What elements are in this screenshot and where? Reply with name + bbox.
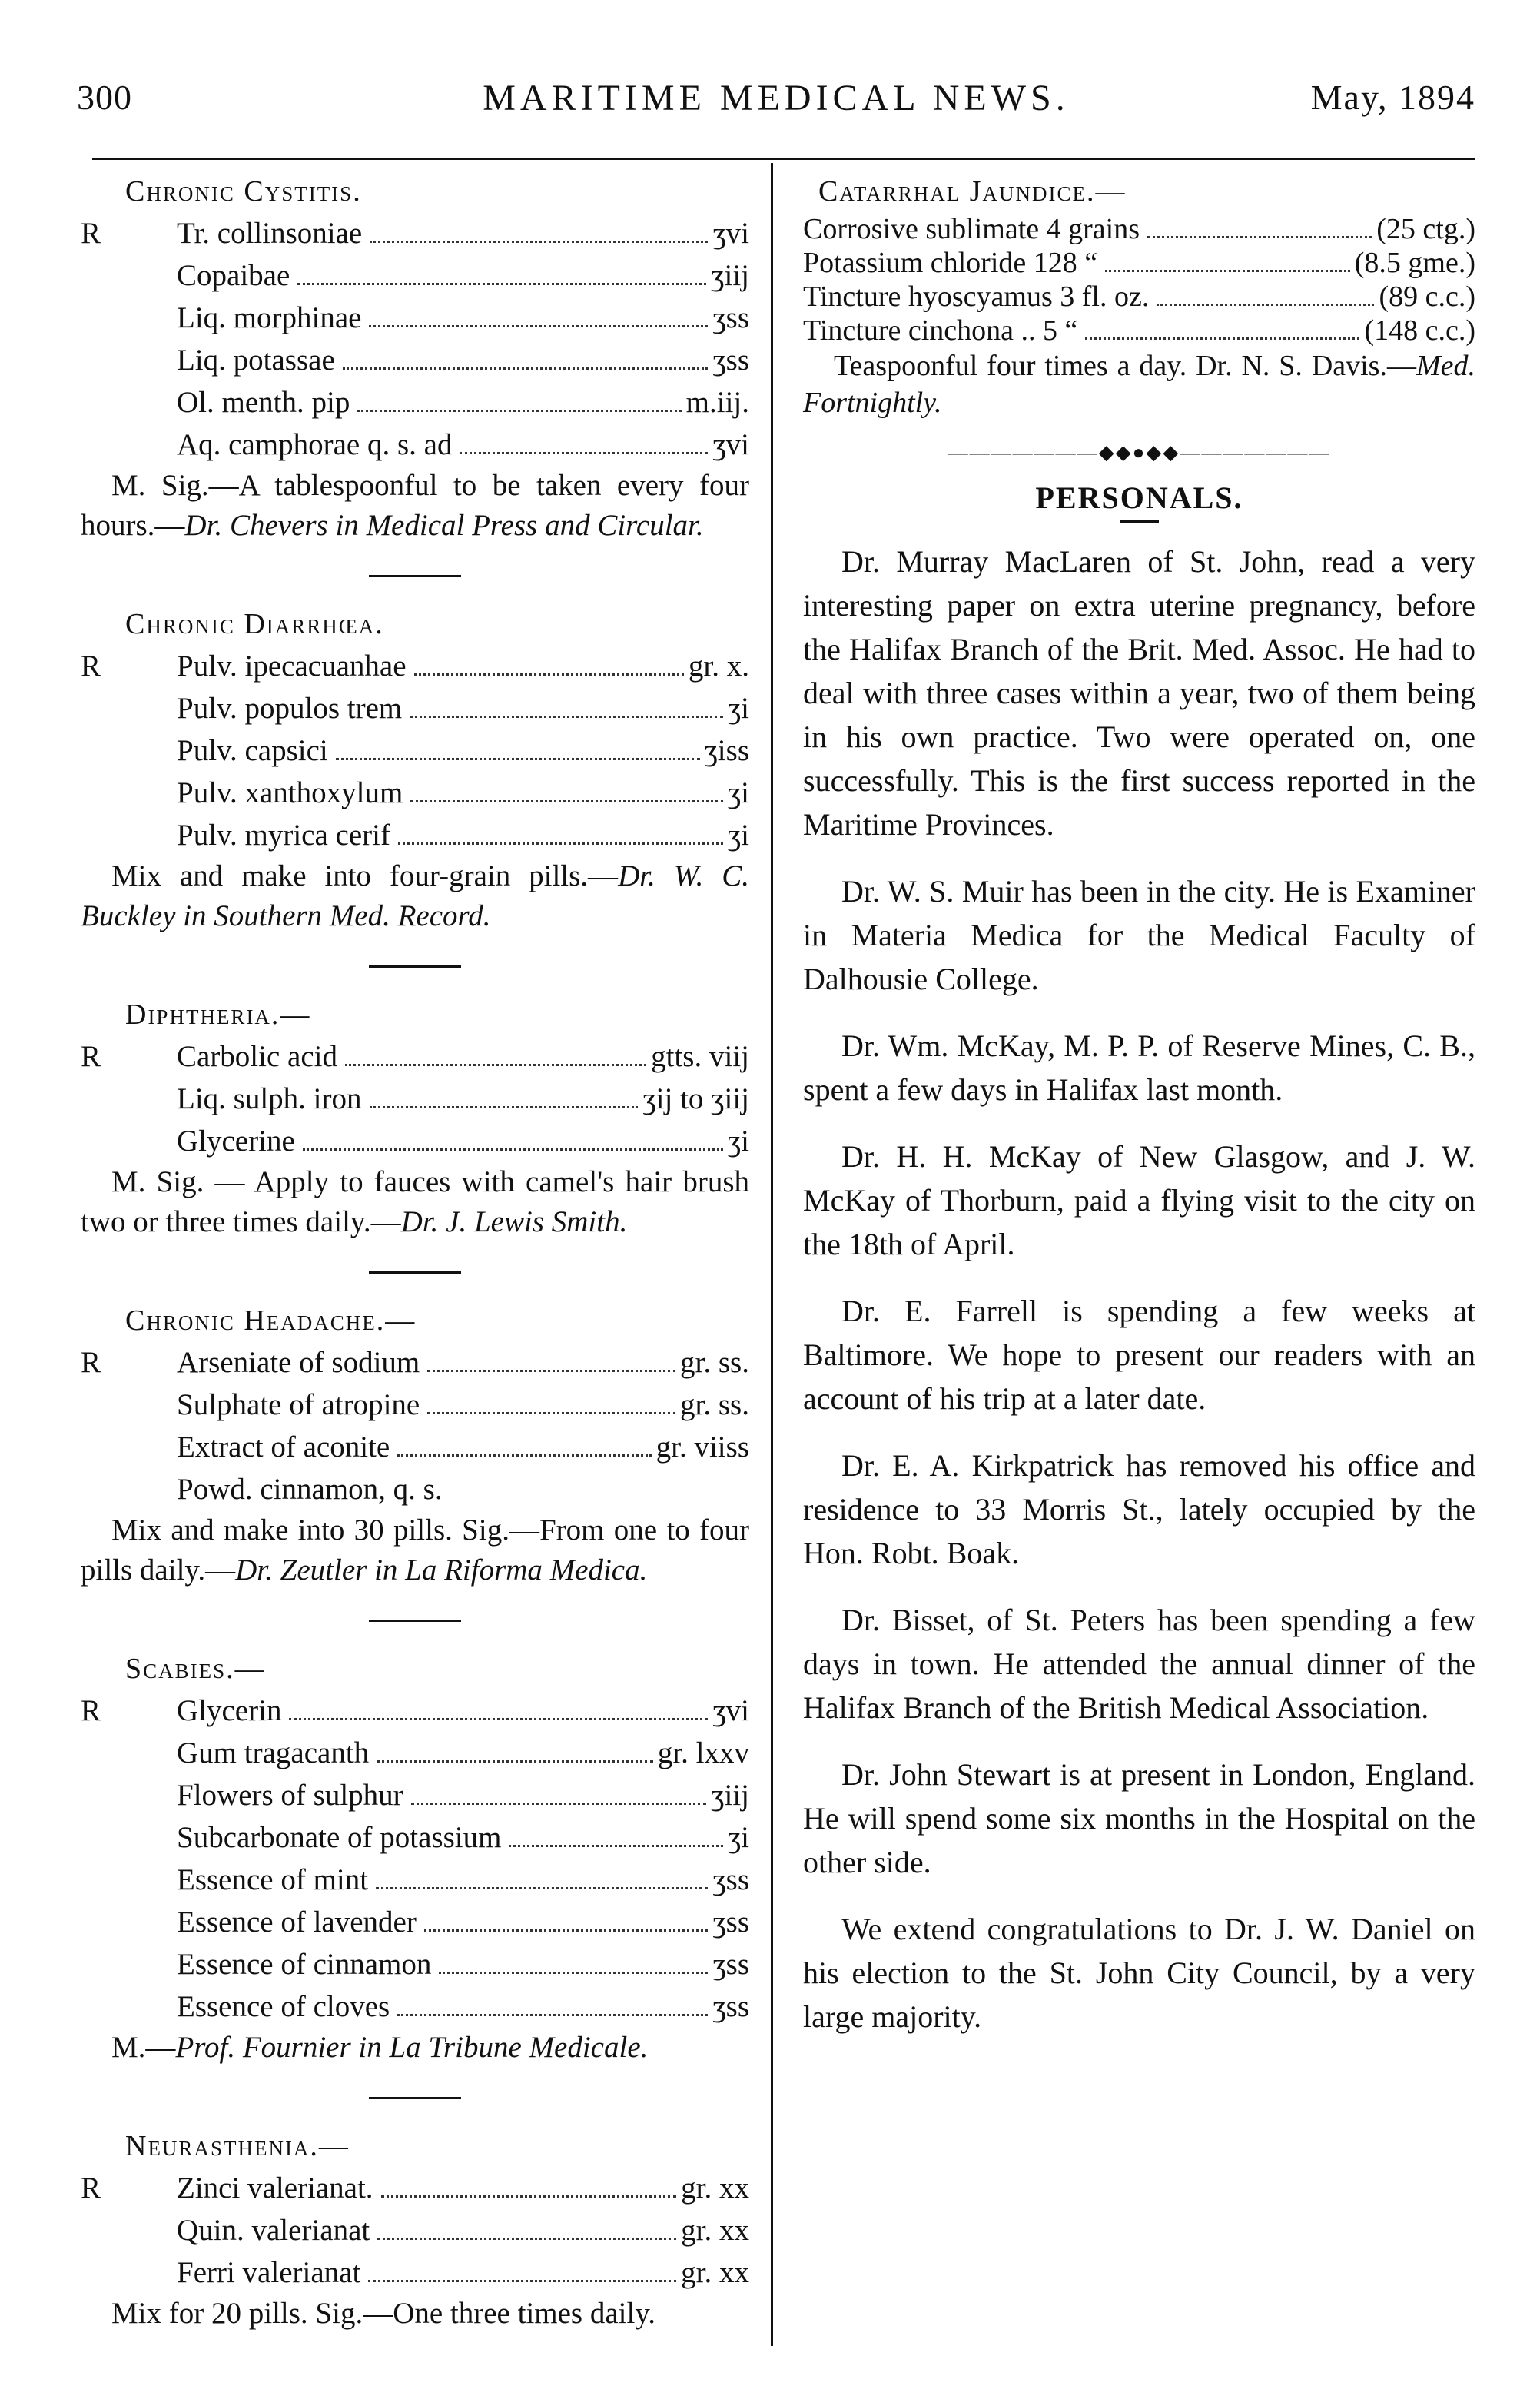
section-separator bbox=[369, 1620, 461, 1622]
prescription-catarrhal-jaundice bbox=[803, 171, 1475, 421]
personal-item: Dr. Bisset, of St. Peters has been spending a few days in town. He attended the annual dinner of the Halifax Branch of the British Medical Association. bbox=[803, 1603, 1475, 1725]
leader-dots bbox=[368, 2280, 676, 2282]
ingredient-name: Zinci valerianat. bbox=[177, 2171, 373, 2205]
personal-item: Dr. Murray MacLaren of St. John, read a very interesting paper on extra uterine pregnancy, before the Halifax Branch of the Brit. Med. Assoc. He had to deal with three cases within a year, two of them being in his own practice. Two were operated on, one successfully. This is the first success reported in the Maritime Provinces. bbox=[803, 544, 1475, 842]
leader-dots bbox=[427, 1412, 675, 1414]
ingredient-name: Flowers of sulphur bbox=[177, 1779, 403, 1812]
ingredient-name: Sulphate of atropine bbox=[177, 1388, 420, 1421]
ingredient-name: Pulv. xanthoxylum bbox=[177, 776, 403, 809]
source-citation: Med. Fortnightly. bbox=[803, 350, 1475, 419]
ingredient-dose: ʒiss bbox=[704, 734, 749, 767]
source-citation: Prof. Fournier in La Tribune Medicale. bbox=[175, 2031, 649, 2064]
direction-text: M. Sig. — Apply to fauces with camel's hair brush two or three times daily.— bbox=[81, 1165, 749, 1238]
ingredient-dose: ʒi bbox=[727, 1821, 749, 1854]
ingredient-name: Glycerin bbox=[177, 1694, 282, 1727]
ingredient-dose: ʒss bbox=[712, 1948, 749, 1981]
personal-item: Dr. Wm. McKay, M. P. P. of Reserve Mines, C. B., spent a few days in Halifax last month. bbox=[803, 1028, 1475, 1107]
ingredient-line bbox=[81, 1341, 749, 1384]
prescription-title: Scabies.— bbox=[125, 1653, 266, 1685]
leader-dots bbox=[357, 410, 681, 412]
ingredient-name: Essence of cinnamon bbox=[177, 1948, 432, 1981]
ingredient-line bbox=[81, 1901, 749, 1943]
ingredient-name: Gum tragacanth bbox=[177, 1736, 370, 1769]
prescription-title: Diphtheria.— bbox=[125, 998, 311, 1031]
prescription-scabies bbox=[81, 1648, 749, 2068]
ingredient-dose: ʒij to ʒiij bbox=[642, 1082, 749, 1115]
ingredient-name: Arseniate of sodium bbox=[177, 1346, 420, 1379]
ingredient-line bbox=[81, 1816, 749, 1859]
personal-item: We extend congratulations to Dr. J. W. Daniel on his election to the St. John City Council, by a very large majority. bbox=[803, 1912, 1475, 2034]
leader-dots bbox=[1105, 270, 1350, 272]
section-separator bbox=[369, 1271, 461, 1274]
ingredient-name: Essence of mint bbox=[177, 1863, 369, 1896]
ingredient-dose: gr. xx bbox=[681, 2171, 749, 2205]
ornamental-divider: ―――――――◆◆●◆◆――――――― bbox=[948, 441, 1331, 464]
ingredient-line bbox=[81, 1426, 749, 1468]
ingredient-line bbox=[81, 254, 749, 297]
formula-name: Potassium chloride 128 “ bbox=[803, 247, 1098, 279]
direction-text: Mix for 20 pills. Sig.—One three times daily. bbox=[111, 2297, 656, 2330]
ingredient-name: Liq. morphinae bbox=[177, 301, 362, 334]
ingredient-name: Carbolic acid bbox=[177, 1040, 337, 1073]
ingredient-line bbox=[81, 2167, 749, 2209]
page-number: 300 bbox=[77, 78, 132, 117]
leader-dots bbox=[427, 1370, 675, 1372]
ingredient-line bbox=[81, 772, 749, 814]
ingredient-dose: ʒvi bbox=[712, 428, 749, 461]
prescription-title: Catarrhal Jaundice.— bbox=[818, 175, 1127, 208]
ingredient-line bbox=[81, 1859, 749, 1901]
prescription-diphtheria bbox=[81, 994, 749, 1242]
personal-item: Dr. H. H. McKay of New Glasgow, and J. W. McKay of Thorburn, paid a flying visit to the city on the 18th of April. bbox=[803, 1139, 1475, 1261]
formula-metric: (89 c.c.) bbox=[1379, 281, 1475, 313]
leader-dots bbox=[336, 758, 700, 760]
prescription-chronic-cystitis bbox=[81, 171, 749, 546]
leader-dots bbox=[370, 241, 708, 243]
personal-item: Dr. E. A. Kirkpatrick has removed his office and residence to 33 Morris St., lately occupied by the Hon. Robt. Boak. bbox=[803, 1448, 1475, 1570]
prescription-title: Chronic Cystitis. bbox=[125, 175, 362, 208]
ingredient-dose: gtts. viij bbox=[651, 1040, 749, 1073]
ingredient-dose: ʒss bbox=[712, 1990, 749, 2023]
leader-dots bbox=[398, 842, 723, 845]
direction-text: M. Sig.—A tablespoonful to be taken every four hours.— bbox=[81, 469, 749, 542]
section-separator bbox=[369, 575, 461, 577]
ingredient-dose: ʒss bbox=[712, 1863, 749, 1896]
leader-dots bbox=[345, 1064, 646, 1066]
formula-metric: (148 c.c.) bbox=[1364, 314, 1475, 347]
ingredient-line bbox=[81, 1774, 749, 1816]
leader-dots bbox=[439, 1972, 708, 1974]
ingredient-name: Pulv. populos trem bbox=[177, 692, 403, 725]
right-column bbox=[803, 171, 1475, 2062]
leader-dots bbox=[509, 1845, 722, 1847]
ingredient-name: Liq. potassae bbox=[177, 344, 335, 377]
ingredient-dose: ʒvi bbox=[712, 217, 749, 250]
ingredient-name: Subcarbonate of potassium bbox=[177, 1821, 502, 1854]
formula-line bbox=[803, 212, 1475, 246]
leader-dots bbox=[411, 1803, 707, 1805]
ingredient-name: Liq. sulph. iron bbox=[177, 1082, 362, 1115]
ingredient-dose: m.iij. bbox=[685, 386, 749, 419]
ingredient-line bbox=[81, 212, 749, 254]
ingredient-name: Aq. camphorae q. s. ad bbox=[177, 428, 453, 461]
prescription-direction bbox=[81, 1510, 749, 1590]
leader-dots bbox=[370, 1106, 639, 1108]
leader-dots bbox=[377, 2238, 676, 2240]
ingredient-name: Essence of cloves bbox=[177, 1990, 390, 2023]
leader-dots bbox=[303, 1148, 723, 1151]
ingredient-line bbox=[81, 1120, 749, 1162]
recipe-symbol: R bbox=[81, 1694, 101, 1727]
leader-dots bbox=[410, 800, 723, 802]
ingredient-dose: ʒi bbox=[727, 776, 749, 809]
ingredient-line bbox=[81, 1690, 749, 1732]
personals-heading: PERSONALS. bbox=[1035, 480, 1243, 515]
journal-title: MARITIME MEDICAL NEWS. bbox=[483, 78, 1070, 118]
formula-name: Tincture cinchona .. 5 “ bbox=[803, 314, 1078, 347]
prescription-chronic-diarrhoea bbox=[81, 603, 749, 936]
ingredient-dose: gr. xx bbox=[681, 2214, 749, 2247]
leader-dots bbox=[377, 1760, 653, 1763]
personal-item: Dr. W. S. Muir has been in the city. He is Examiner in Materia Medica for the Medical Faculty of Dalhousie College. bbox=[803, 874, 1475, 996]
section-separator bbox=[369, 2097, 461, 2099]
direction-text: Mix and make into four-grain pills.— bbox=[111, 859, 619, 892]
direction-text: Teaspoonful four times a day. Dr. N. S. Davis.— bbox=[834, 350, 1416, 382]
ingredient-name: Powd. cinnamon, q. s. bbox=[177, 1473, 443, 1506]
ingredient-dose: ʒi bbox=[727, 819, 749, 852]
ingredient-line bbox=[81, 2251, 749, 2294]
leader-dots bbox=[397, 1454, 651, 1457]
leader-dots bbox=[369, 325, 708, 327]
ingredient-line bbox=[81, 297, 749, 339]
ingredient-line bbox=[81, 1035, 749, 1078]
ingredient-name: Extract of aconite bbox=[177, 1430, 390, 1464]
ingredient-dose: ʒiij bbox=[711, 1779, 749, 1812]
ingredient-line bbox=[81, 645, 749, 687]
ingredient-line bbox=[81, 424, 749, 466]
ingredient-dose: gr. lxxv bbox=[657, 1736, 749, 1769]
formula-name: Corrosive sublimate 4 grains bbox=[803, 213, 1140, 245]
direction-text: M.— bbox=[111, 2031, 176, 2064]
prescription-title: Neurasthenia.— bbox=[125, 2130, 350, 2162]
ingredient-line bbox=[81, 2209, 749, 2251]
ingredient-dose: ʒss bbox=[712, 301, 749, 334]
ingredient-dose: gr. x. bbox=[688, 650, 749, 683]
ingredient-dose: ʒi bbox=[727, 1125, 749, 1158]
recipe-symbol: R bbox=[81, 217, 101, 250]
ingredient-name: Copaibae bbox=[177, 259, 290, 292]
left-column bbox=[81, 171, 749, 2363]
ingredient-line bbox=[81, 814, 749, 856]
leader-dots bbox=[397, 2014, 708, 2016]
ingredient-dose: ʒss bbox=[712, 1906, 749, 1939]
ingredient-name: Glycerine bbox=[177, 1125, 295, 1158]
leader-dots bbox=[289, 1718, 708, 1720]
recipe-symbol: R bbox=[81, 2171, 101, 2205]
ingredient-name: Pulv. capsici bbox=[177, 734, 328, 767]
prescription-direction bbox=[81, 2294, 749, 2334]
ingredient-dose: ʒiij bbox=[711, 259, 749, 292]
ingredient-line bbox=[81, 687, 749, 729]
leader-dots bbox=[460, 452, 708, 454]
ingredient-name: Ferri valerianat bbox=[177, 2256, 361, 2289]
leader-dots bbox=[410, 716, 723, 718]
heading-rule bbox=[1120, 520, 1159, 523]
leader-dots bbox=[343, 367, 709, 370]
formula-line bbox=[803, 246, 1475, 280]
ingredient-dose: gr. viiss bbox=[655, 1430, 749, 1464]
prescription-direction bbox=[803, 347, 1475, 421]
column-divider bbox=[771, 163, 773, 2346]
ingredient-dose: ʒss bbox=[712, 344, 749, 377]
ingredient-name: Pulv. myrica cerif bbox=[177, 819, 390, 852]
prescription-direction bbox=[81, 2028, 749, 2068]
ingredient-line bbox=[81, 1732, 749, 1774]
recipe-symbol: R bbox=[81, 1040, 101, 1073]
ingredient-name: Quin. valerianat bbox=[177, 2214, 370, 2247]
leader-dots bbox=[297, 283, 706, 285]
direction-text: Mix and make into 30 pills. Sig.—From one to four pills daily.— bbox=[81, 1513, 749, 1587]
ingredient-line bbox=[81, 381, 749, 424]
prescription-neurasthenia bbox=[81, 2125, 749, 2334]
prescription-title: Chronic Headache.— bbox=[125, 1304, 417, 1337]
prescription-chronic-headache bbox=[81, 1300, 749, 1590]
leader-dots bbox=[414, 673, 684, 676]
personal-item: Dr. E. Farrell is spending a few weeks at Baltimore. We hope to present our readers with an account of his trip at a later date. bbox=[803, 1294, 1475, 1416]
formula-metric: (8.5 gme.) bbox=[1354, 247, 1475, 279]
ingredient-dose: gr. ss. bbox=[680, 1346, 749, 1379]
source-citation: Dr. Zeutler in La Riforma Medica. bbox=[235, 1553, 648, 1587]
ingredient-name: Essence of lavender bbox=[177, 1906, 417, 1939]
running-header bbox=[77, 77, 1475, 138]
recipe-symbol: R bbox=[81, 1346, 101, 1379]
ingredient-dose: gr. ss. bbox=[680, 1388, 749, 1421]
source-citation: Dr. Chevers in Medical Press and Circular. bbox=[184, 509, 704, 542]
ingredient-dose: gr. xx bbox=[681, 2256, 749, 2289]
issue-date: May, 1894 bbox=[1310, 78, 1475, 117]
leader-dots bbox=[1157, 304, 1374, 306]
ingredient-line bbox=[81, 1384, 749, 1426]
recipe-symbol: R bbox=[81, 650, 101, 683]
prescription-title: Chronic Diarrhœa. bbox=[125, 608, 384, 640]
ingredient-name: Pulv. ipecacuanhae bbox=[177, 650, 407, 683]
leader-dots bbox=[376, 1887, 708, 1889]
ingredient-line bbox=[81, 1943, 749, 1985]
formula-line bbox=[803, 314, 1475, 347]
ingredient-name: Ol. menth. pip bbox=[177, 386, 350, 419]
section-separator bbox=[369, 965, 461, 968]
header-rule bbox=[92, 158, 1475, 160]
ingredient-dose: ʒi bbox=[727, 692, 749, 725]
leader-dots bbox=[1085, 337, 1359, 340]
ingredient-name: Tr. collinsoniae bbox=[177, 217, 363, 250]
personal-item: Dr. John Stewart is at present in London, England. He will spend some six months in the Hospital on the other side. bbox=[803, 1757, 1475, 1879]
formula-name: Tincture hyoscyamus 3 fl. oz. bbox=[803, 281, 1150, 313]
prescription-direction bbox=[81, 1162, 749, 1242]
prescription-direction bbox=[81, 856, 749, 936]
leader-dots bbox=[381, 2195, 677, 2198]
formula-metric: (25 ctg.) bbox=[1376, 213, 1475, 245]
ingredient-line bbox=[81, 339, 749, 381]
formula-line bbox=[803, 280, 1475, 314]
ingredient-line bbox=[81, 1985, 749, 2028]
ingredient-dose: ʒvi bbox=[712, 1694, 749, 1727]
leader-dots bbox=[1147, 236, 1372, 238]
source-citation: Dr. J. Lewis Smith. bbox=[400, 1205, 628, 1238]
ingredient-line bbox=[81, 729, 749, 772]
source-citation: Dr. W. C. Buckley in Southern Med. Record. bbox=[81, 859, 749, 932]
prescription-direction bbox=[81, 466, 749, 546]
leader-dots bbox=[424, 1929, 708, 1932]
ingredient-line bbox=[81, 1468, 749, 1510]
ingredient-line bbox=[81, 1078, 749, 1120]
